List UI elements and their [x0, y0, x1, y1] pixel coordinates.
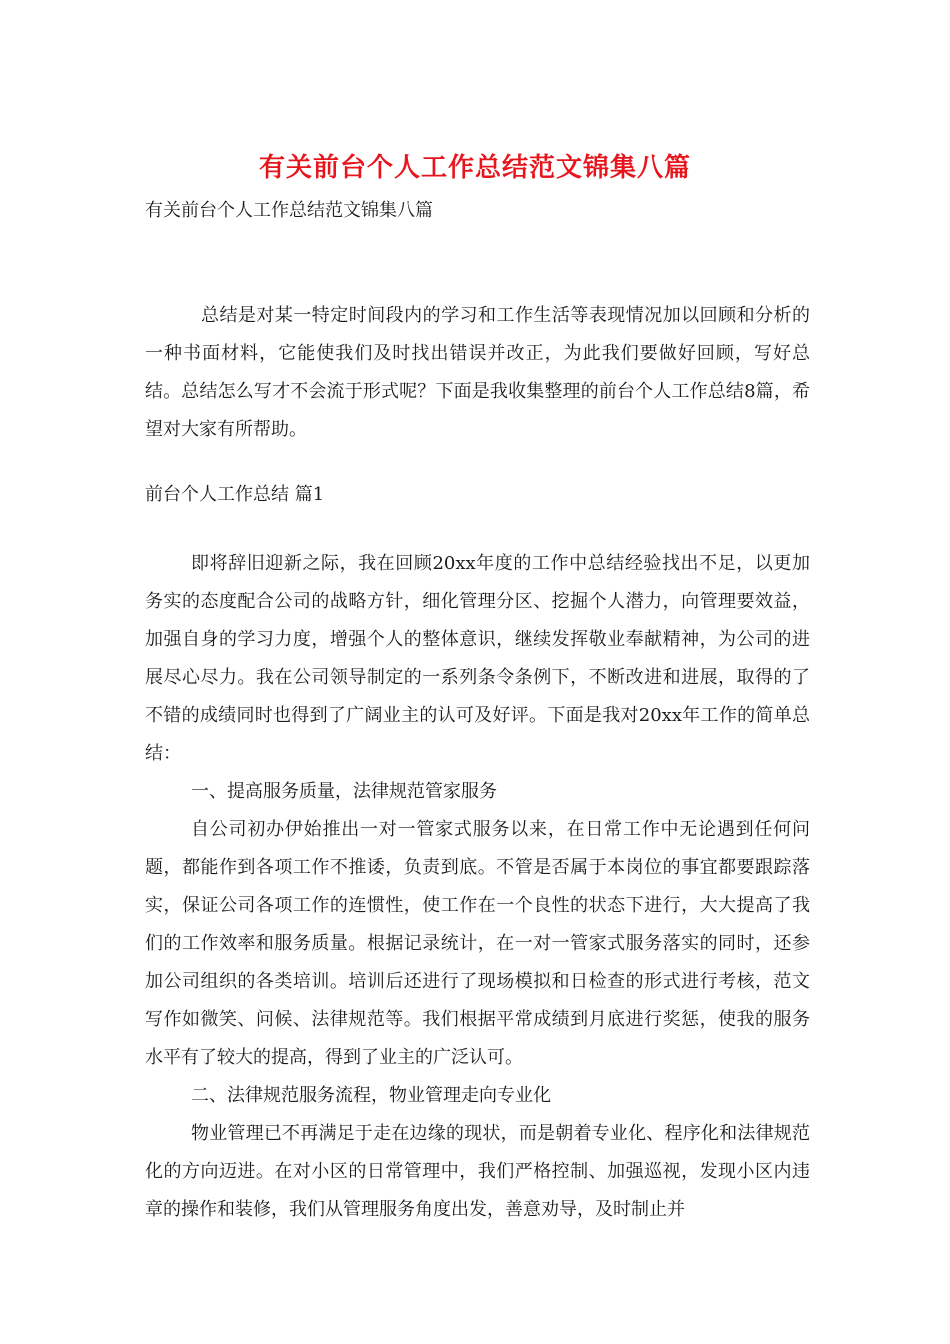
paragraph-heading-1: 一、提高服务质量，法律规范管家服务	[191, 781, 497, 802]
document-subtitle: 有关前台个人工作总结范文锦集八篇	[145, 200, 433, 221]
article-body	[145, 545, 810, 1229]
paragraph-service-quality: 自公司初办伊始推出一对一管家式服务以来，在日常工作中无论遇到任何问题，都能作到各项工作不推诿，负责到底。不管是否属于本岗位的事宜都要跟踪落实，保证公司各项工作的连惯性，使工作在一个良性的状态下进行，大大提高了我们的工作效率和服务质量。根据记录统计，在一对一管家式服务落实的同时，还参加公司组织的各类培训。培训后还进行了现场模拟和日检查的形式进行考核，范文写作如微笑、问候、法律规范等。我们根据平常成绩到月底进行奖惩，使我的服务水平有了较大的提高，得到了业主的广泛认可。	[145, 819, 810, 1068]
document-title: 有关前台个人工作总结范文锦集八篇	[258, 153, 691, 183]
paragraph-professionalization: 物业管理已不再满足于走在边缘的现状，而是朝着专业化、程序化和法律规范化的方向迈进。在对小区的日常管理中，我们严格控制、加强巡视，发现小区内违章的操作和装修，我们从管理服务角度出发，善意劝导，及时制止并	[145, 1123, 810, 1220]
paragraph-heading-2: 二、法律规范服务流程，物业管理走向专业化	[191, 1085, 551, 1106]
section-heading: 前台个人工作总结 篇1	[145, 484, 325, 505]
paragraph-opening: 即将辞旧迎新之际，我在回顾20xx年度的工作中总结经验找出不足，以更加务实的态度配合公司的战略方针，细化管理分区、挖掘个人潜力，向管理要效益，加强自身的学习力度，增强个人的整体意识，继续发挥敬业奉献精神，为公司的进展尽心尽力。我在公司领导制定的一系列条令条例下，不断改进和进展，取得的了不错的成绩同时也得到了广阔业主的认可及好评。下面是我对20xx年工作的简单总结：	[145, 553, 810, 764]
intro-paragraph: 总结是对某一特定时间段内的学习和工作生活等表现情况加以回顾和分析的一种书面材料，它能使我们及时找出错误并改正，为此我们要做好回顾，写好总结。总结怎么写才不会流于形式呢？下面是我收集整理的前台个人工作总结8篇，希望对大家有所帮助。	[145, 305, 810, 440]
